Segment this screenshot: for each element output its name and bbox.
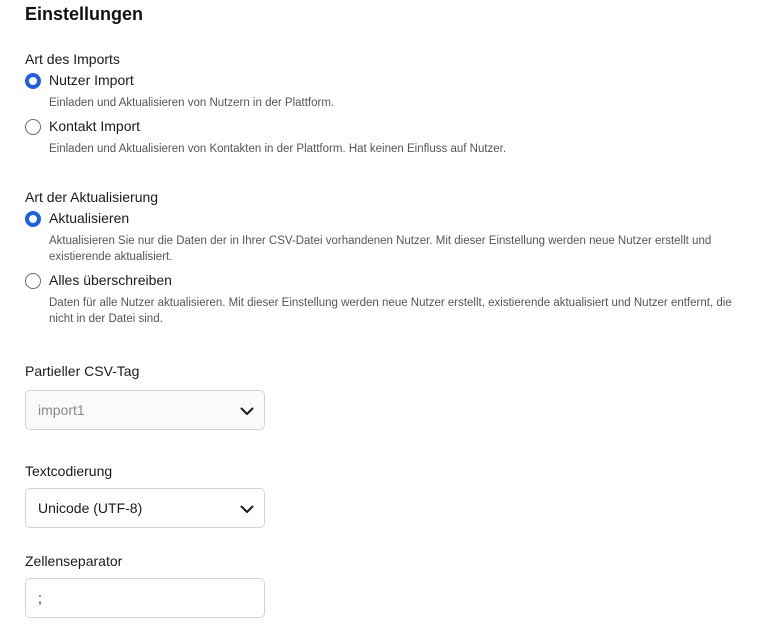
separator-label: Zellenseparator [25, 553, 123, 569]
chevron-down-icon [240, 404, 254, 418]
radio-button-contact-import[interactable] [25, 119, 41, 135]
encoding-select[interactable] [25, 488, 265, 528]
radio-button-overwrite-all[interactable] [25, 273, 41, 289]
separator-input[interactable] [26, 579, 264, 617]
encoding-label: Textcodierung [25, 463, 113, 479]
radio-description-update: Aktualisieren Sie nur die Daten der in Ihrer CSV-Datei vorhandenen Nutzer. Mit dieser Einstellung werden neue Nutzer erstellt und existierende aktualisiert. [49, 235, 712, 263]
csv-tag-label: Partieller CSV-Tag [25, 363, 140, 379]
separator-field[interactable] [25, 578, 265, 618]
radio-description-user-import: Einladen und Aktualisieren von Nutzern in der Plattform. [49, 97, 335, 109]
radio-button-update[interactable] [25, 211, 41, 227]
radio-option-overwrite-all[interactable] [25, 273, 745, 329]
radio-description-contact-import: Einladen und Aktualisieren von Kontakten in der Plattform. Hat keinen Einfluss auf Nutzer. [49, 143, 507, 155]
radio-option-user-import[interactable] [25, 73, 745, 113]
radio-button-user-import[interactable] [25, 73, 41, 89]
radio-description-overwrite-all: Daten für alle Nutzer aktualisieren. Mit dieser Einstellung werden neue Nutzer erstellt, existierende aktualisiert und Nutzer entfernt, die nicht in der Datei sind. [49, 297, 732, 325]
radio-option-update[interactable] [25, 211, 745, 267]
csv-tag-select[interactable] [25, 390, 265, 430]
update-type-title: Art der Aktualisierung [25, 189, 159, 205]
radio-label-user-import[interactable]: Nutzer Import [49, 72, 134, 88]
import-type-title: Art des Imports [25, 51, 120, 67]
radio-label-overwrite-all[interactable]: Alles überschreiben [49, 272, 172, 288]
radio-label-contact-import[interactable]: Kontakt Import [49, 118, 141, 134]
radio-label-update[interactable]: Aktualisieren [49, 210, 130, 226]
page-title: Einstellungen [25, 4, 144, 24]
csv-tag-value: import1 [38, 402, 85, 418]
chevron-down-icon [240, 502, 254, 516]
radio-option-contact-import[interactable] [25, 119, 745, 159]
encoding-value: Unicode (UTF-8) [38, 500, 143, 516]
